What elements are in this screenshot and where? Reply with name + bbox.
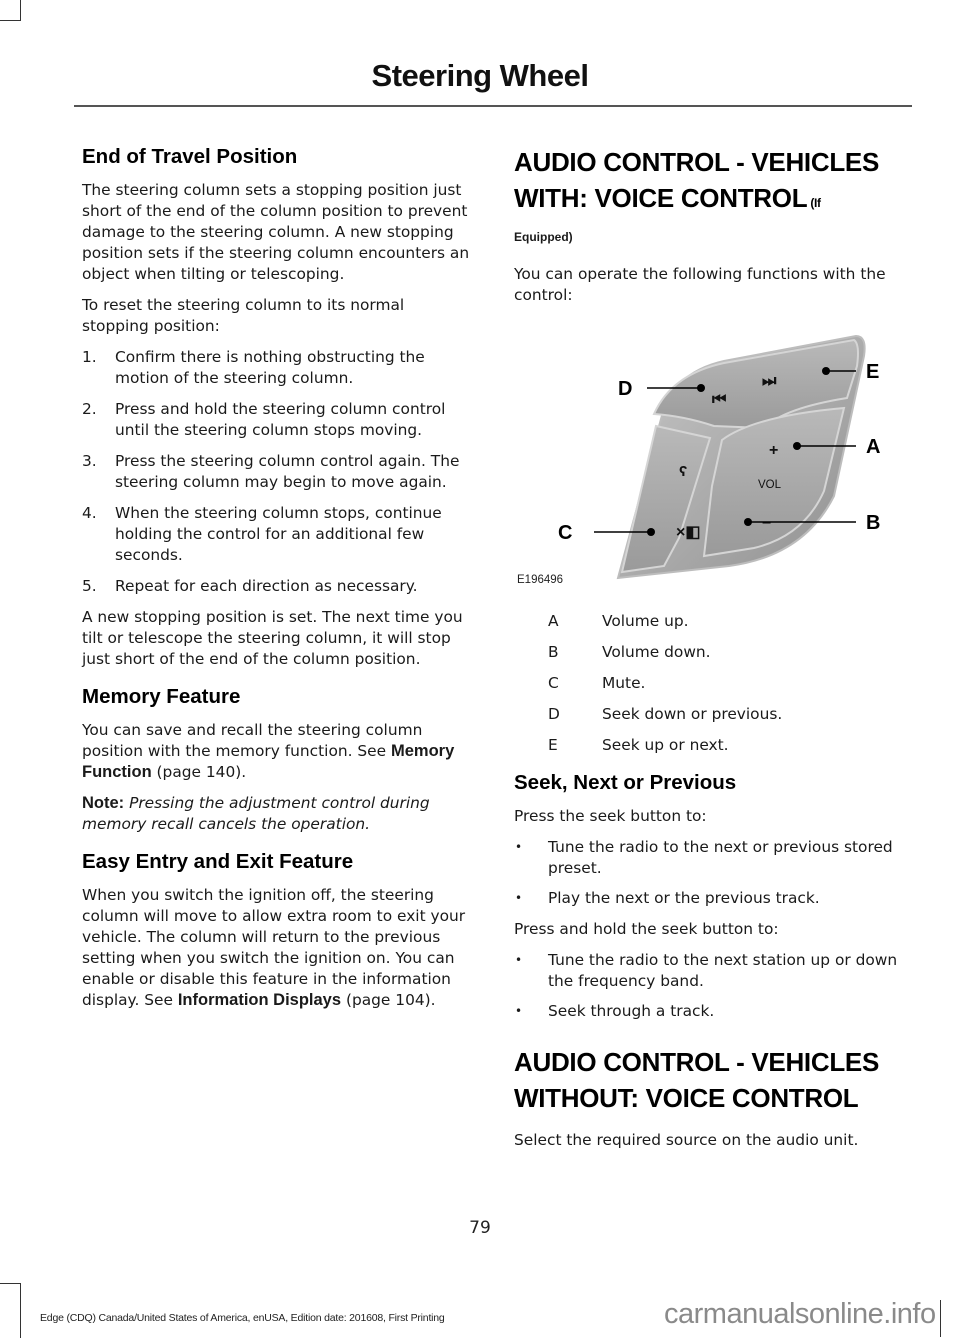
svg-text:E: E [866,361,880,383]
memory-feature-section [82,684,474,835]
left-column [82,144,474,1021]
list-item [514,888,900,909]
paragraph: To reset the steering column to its normal stopping position: [82,296,405,335]
step-number: 2. [82,400,97,418]
svg-text:C: C [558,522,573,544]
section-heading: Memory Feature [82,685,241,708]
audio-control-illustration [514,316,900,591]
seek-up-phone-hangup-icon: ⏭ [762,373,777,390]
note-label: Note: [82,794,125,812]
bullet-icon: • [515,1004,523,1018]
crop-mark [940,1300,960,1337]
title-text: AUDIO CONTROL - VEHICLES WITH: VOICE CONTROL [514,147,880,213]
section-title: AUDIO CONTROL - VEHICLES WITHOUT: VOICE CONTROL [514,1047,880,1113]
bullet-icon: • [515,891,523,905]
list-item [514,1001,900,1022]
step-text: When the steering column stops, continue holding the control for an additional few seconds. [115,504,442,564]
vol-label: VOL [758,479,782,491]
legend-row [514,642,900,663]
text: (page 140). [151,763,247,781]
bullet-text: Play the next or the previous track. [548,889,820,907]
if-equipped-note: Equipped) [514,230,573,244]
section-heading: Seek, Next or Previous [514,771,737,794]
paragraph [82,885,474,1011]
legend-key: B [548,643,559,661]
cross-reference-link[interactable]: Memory Function [82,742,455,781]
paragraph [82,720,474,783]
paragraph: You can operate the following functions with the control: [514,265,886,304]
edition-footer: Edge (CDQ) Canada/United States of America, enUSA, Edition date: 201608, First Printing [40,1312,445,1324]
list-item [82,347,474,389]
right-column [514,144,900,1161]
bullet-text: Tune the radio to the next station up or down the frequency band. [548,951,898,990]
list-item [82,399,474,441]
legend-text: Mute. [602,674,646,692]
callout-legend [514,611,900,756]
bullet-icon: • [515,953,523,967]
section-heading: End of Travel Position [82,145,298,168]
step-number: 5. [82,577,97,595]
legend-row [514,611,900,632]
title-suffix: (If [807,196,821,210]
volume-down-icon: − [762,515,772,532]
legend-row [514,704,900,725]
voice-command-icon: ʕ [679,463,688,480]
legend-key: C [548,674,559,692]
legend-text: Seek up or next. [602,736,729,754]
step-text: Press the steering column control again. The steering column may begin to move again. [115,452,460,491]
bullet-text: Tune the radio to the next or previous stored preset. [548,838,893,877]
step-number: 4. [82,504,97,522]
bullet-text: Seek through a track. [548,1002,715,1020]
note [82,793,474,835]
legend-key: D [548,705,560,723]
svg-text:A: A [866,436,881,458]
cross-reference-link[interactable]: Information Displays [177,991,342,1009]
text: (page 104). [341,991,436,1009]
page-title: Steering Wheel [371,58,589,93]
watermark: carmanualsonline.info [664,1298,936,1330]
header-divider [74,105,912,107]
text: You can save and recall the steering column position with the memory function. See [82,721,423,760]
legend-key: A [548,612,559,630]
note-text: Pressing the adjustment control during memory recall cancels the operation. [82,794,430,833]
paragraph: Press the seek button to: [514,807,707,825]
legend-text: Seek down or previous. [602,705,783,723]
step-number: 1. [82,348,97,366]
no-voice-control-section [514,1044,900,1151]
page-number: 79 [469,1218,491,1238]
bullet-list [514,950,900,1022]
list-item [514,837,900,879]
steering-wheel-controls-figure [514,316,900,591]
list-item [82,451,474,493]
crop-mark [0,1283,21,1338]
list-item [82,503,474,566]
paragraph: The steering column sets a stopping position just short of the end of the column position to prevent damage to the steering column. A new stopping position sets if the steering column encounters an object when tilting or telescoping. [82,181,470,283]
crop-mark [0,0,21,21]
legend-key: E [548,736,558,754]
step-text: Repeat for each direction as necessary. [115,577,418,595]
step-number: 3. [82,452,97,470]
list-item [514,950,900,992]
step-text: Press and hold the steering column control until the steering column stops moving. [115,400,446,439]
legend-text: Volume down. [602,643,711,661]
section-heading: Easy Entry and Exit Feature [82,850,354,873]
bullet-icon: • [515,840,523,854]
svg-text:B: B [866,512,881,534]
bullet-list [514,837,900,909]
svg-text:D: D [618,378,633,400]
legend-row [514,673,900,694]
end-of-travel-section [82,144,474,670]
legend-row [514,735,900,756]
voice-control-section [514,144,900,756]
list-item [82,576,474,597]
figure-id: E196496 [517,574,564,586]
section-title [514,144,900,221]
legend-text: Volume up. [602,612,689,630]
steps-list [82,347,474,597]
paragraph: Press and hold the seek button to: [514,920,779,938]
paragraph: Select the required source on the audio unit. [514,1131,859,1149]
seek-section [514,770,900,1022]
paragraph: A new stopping position is set. The next time you tilt or telescope the steering column, it will stop just short of the end of the column position. [82,608,463,668]
easy-entry-section [82,849,474,1011]
text: When you switch the ignition off, the steering column will move to allow extra room to exit your vehicle. The column will return to the previous setting when you switch the ignition on. You can enable or disable this feature in the information display. See [82,886,466,1009]
volume-up-icon: + [769,442,779,459]
step-text: Confirm there is nothing obstructing the motion of the steering column. [115,348,425,387]
seek-down-phone-icon: ⏮ [712,391,727,408]
mute-icon: ×◧ [676,524,701,541]
